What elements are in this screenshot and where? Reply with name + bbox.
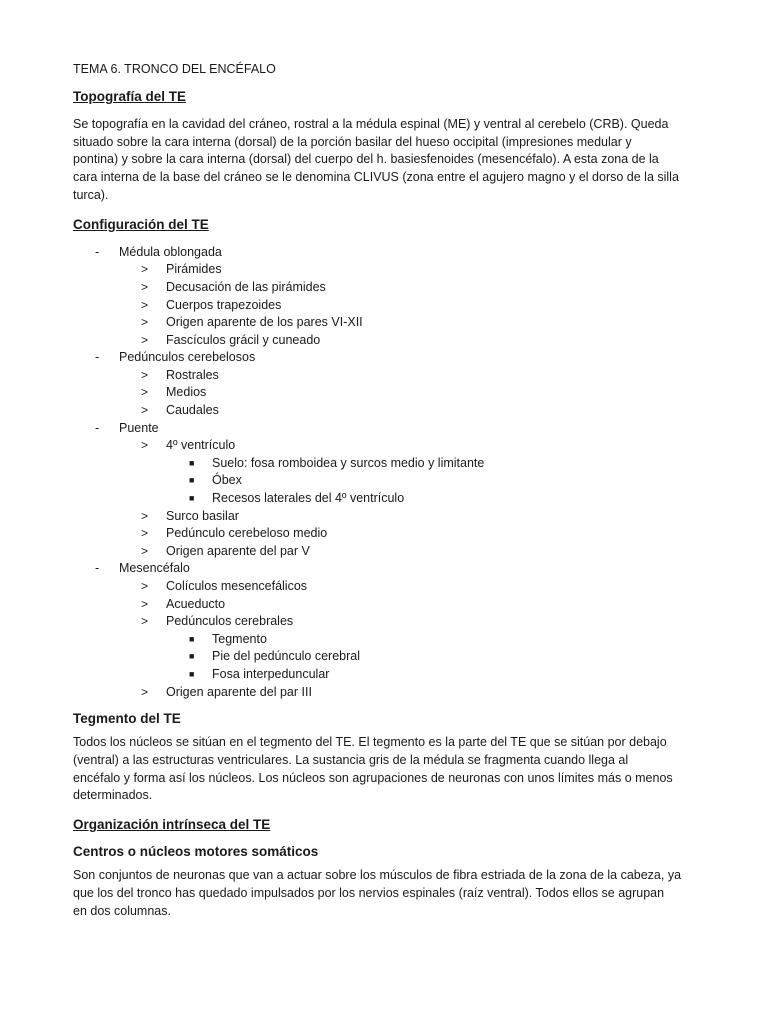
outline-row [73,455,713,473]
outline-item-level-1 [73,420,713,561]
outline-item-level-2 [73,261,713,279]
outline-item-label: Cuerpos trapezoides [166,297,282,312]
outline-row [73,490,713,508]
outline-item-level-3 [73,455,713,473]
outline-row [73,525,713,543]
outline-sublist [73,437,713,560]
paragraph-topografia [73,116,713,205]
outline-row [73,402,713,420]
outline-item-label: Fascículos grácil y cuneado [166,332,321,347]
dash-bullet-icon: - [95,350,100,365]
outline-item-label: Tegmento [212,631,267,646]
paragraph-line: encéfalo y forma así los núcleos. Los núcleos son agrupaciones de neuronas con unos límites más o menos [73,770,673,785]
outline-row [73,631,713,649]
outline-item-level-3 [73,648,713,666]
outline-sublist [73,261,713,349]
section-heading-organizacion: Organización intrínseca del TE [73,817,271,833]
outline-item-label: Pirámides [166,262,222,277]
document-title: TEMA 6. TRONCO DEL ENCÉFALO [73,62,276,76]
outline-item-level-3 [73,631,713,649]
chevron-right-icon: > [141,684,149,699]
section-heading-topografia: Topografía del TE [73,89,187,104]
outline-sublist [73,578,713,701]
outline-item-level-2 [73,525,713,543]
chevron-right-icon: > [141,614,149,629]
outline-item-label: Óbex [212,473,242,488]
outline-row [73,420,713,438]
outline-row [73,472,713,490]
configuration-outline-list [73,244,713,701]
dash-bullet-icon: - [95,561,100,576]
chevron-right-icon: > [141,596,149,611]
outline-item-label: 4º ventrículo [166,438,236,453]
outline-item-label: Medios [166,385,207,400]
paragraph-line: Se topografía en la cavidad del cráneo, rostral a la médula espinal (ME) y ventral al cerebelo (CRB). Queda [73,116,669,131]
section-heading-tegmento: Tegmento del TE [73,711,181,727]
outline-item-level-3 [73,490,713,508]
outline-row [73,560,713,578]
chevron-right-icon: > [141,262,149,277]
chevron-right-icon: > [141,508,149,523]
outline-item-label: Recesos laterales del 4º ventrículo [212,491,405,506]
outline-item-label: Surco basilar [166,508,239,523]
outline-row [73,578,713,596]
paragraph-line: en dos columnas. [73,903,171,918]
outline-item-level-2 [73,543,713,561]
square-bullet-icon: ■ [189,493,195,504]
outline-item-label: Decusación de las pirámides [166,279,326,294]
subsection-heading-centros: Centros o núcleos motores somáticos [73,844,319,860]
outline-row [73,437,713,455]
outline-item-level-3 [73,472,713,490]
outline-item-label: Puente [119,420,159,435]
chevron-right-icon: > [141,438,149,453]
chevron-right-icon: > [141,385,149,400]
outline-item-label: Pedúnculo cerebeloso medio [166,526,328,541]
outline-row [73,666,713,684]
paragraph-line: que los del tronco has quedado impulsados por los nervios espinales (raíz ventral). Todos ellos se agrupan [73,885,665,900]
square-bullet-icon: ■ [189,457,195,468]
paragraph-line: determinados. [73,788,153,803]
outline-row [73,332,713,350]
paragraph-tegmento [73,734,713,805]
outline-item-label: Pie del pedúnculo cerebral [212,649,361,664]
paragraph-line: Son conjuntos de neuronas que van a actuar sobre los músculos de fibra estriada de la zona de la cabeza, ya [73,867,682,882]
chevron-right-icon: > [141,526,149,541]
document-page [73,62,713,932]
outline-item-level-2 [73,508,713,526]
outline-row [73,596,713,614]
outline-item-label: Origen aparente del par V [166,543,310,558]
outline-row [73,297,713,315]
chevron-right-icon: > [141,543,149,558]
chevron-right-icon: > [141,367,149,382]
outline-row [73,244,713,262]
outline-item-label: Colículos mesencefálicos [166,579,308,594]
paragraph-line: Todos los núcleos se sitúan en el tegmento del TE. El tegmento es la parte del TE que se sitúan por debajo [73,735,667,750]
outline-item-level-1 [73,560,713,701]
outline-item-level-2 [73,332,713,350]
outline-row [73,543,713,561]
paragraph-line: (ventral) a las estructuras ventriculares. La sustancia gris de la médula se fragmenta cuando llega al [73,752,629,767]
outline-item-level-2 [73,279,713,297]
outline-item-label: Rostrales [166,367,219,382]
outline-row [73,314,713,332]
outline-sublist [73,455,713,508]
square-bullet-icon: ■ [189,633,195,644]
chevron-right-icon: > [141,315,149,330]
paragraph-line: turca). [73,188,109,203]
outline-item-level-2 [73,384,713,402]
outline-item-label: Médula oblongada [119,244,222,259]
outline-item-label: Origen aparente de los pares VI-XII [166,315,363,330]
outline-item-label: Acueducto [166,596,226,611]
chevron-right-icon: > [141,332,149,347]
square-bullet-icon: ■ [189,475,195,486]
outline-item-level-2 [73,314,713,332]
outline-item-level-2 [73,437,713,507]
outline-item-level-2 [73,613,713,683]
outline-item-label: Fosa interpeduncular [212,666,330,681]
outline-row [73,613,713,631]
chevron-right-icon: > [141,403,149,418]
outline-item-level-2 [73,402,713,420]
outline-sublist [73,631,713,684]
paragraph-line: situado sobre la cara interna (dorsal) de la porción basilar del hueso occipital (impresiones medular y [73,134,632,149]
square-bullet-icon: ■ [189,651,195,662]
paragraph-line: cara interna de la base del cráneo se le denomina CLIVUS (zona entre el agujero magno y el dorso de la silla [73,170,679,185]
section-heading-configuracion: Configuración del TE [73,216,209,232]
outline-row [73,261,713,279]
outline-row [73,508,713,526]
outline-row [73,384,713,402]
outline-item-label: Pedúnculos cerebrales [166,614,294,629]
outline-item-label: Caudales [166,403,219,418]
dash-bullet-icon: - [95,244,100,259]
outline-row [73,684,713,702]
outline-item-level-1 [73,244,713,350]
chevron-right-icon: > [141,279,149,294]
outline-item-label: Suelo: fosa romboidea y surcos medio y limitante [212,455,485,470]
outline-item-label: Mesencéfalo [119,561,190,576]
dash-bullet-icon: - [95,420,100,435]
outline-sublist [73,367,713,420]
outline-item-label: Origen aparente del par III [166,684,312,699]
outline-row [73,648,713,666]
outline-row [73,367,713,385]
outline-item-level-1 [73,349,713,419]
outline-item-level-2 [73,596,713,614]
outline-row [73,279,713,297]
chevron-right-icon: > [141,297,149,312]
outline-item-level-2 [73,297,713,315]
paragraph-centros [73,867,713,920]
outline-item-level-2 [73,367,713,385]
paragraph-line: pontina) y sobre la cara interna (dorsal) del cuerpo del h. basiesfenoides (mesencéfalo). A esta zona de la [73,152,659,167]
outline-row [73,349,713,367]
square-bullet-icon: ■ [189,668,195,679]
chevron-right-icon: > [141,579,149,594]
outline-item-level-3 [73,666,713,684]
outline-item-label: Pedúnculos cerebelosos [119,350,256,365]
outline-item-level-2 [73,684,713,702]
outline-item-level-2 [73,578,713,596]
